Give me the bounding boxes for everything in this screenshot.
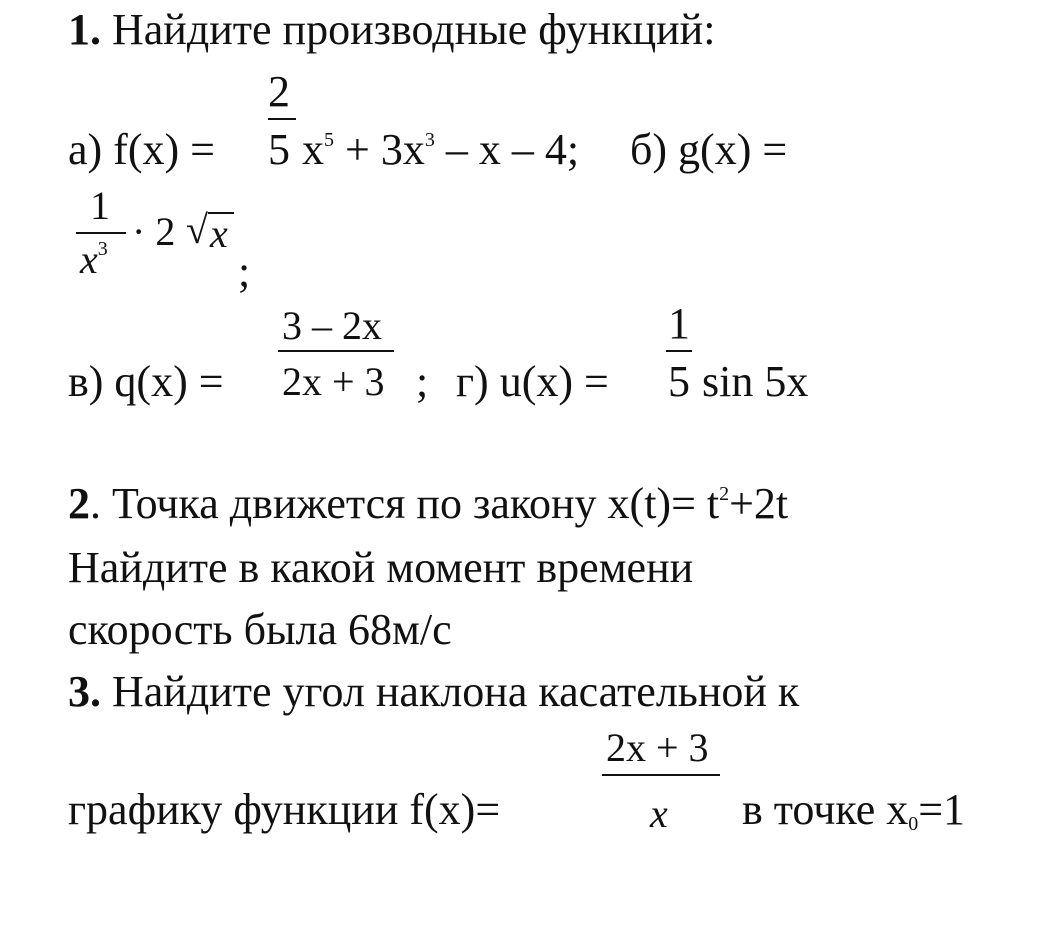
g-frac-bar [666,350,692,352]
a-rest: – x – 4; [445,125,580,174]
task2-line1-end: +2t [729,479,789,528]
task3-line2: графику функции f(x)= [68,785,501,834]
b-frac-num: 1 [90,183,110,228]
a-exp1: 5 [324,129,334,151]
a-expression [302,125,580,174]
task2-line2: Найдите в какой момент времени [68,543,694,592]
v-frac-den: 2x + 3 [282,359,385,404]
a-term2: + 3x [345,125,425,174]
g-frac-den: 5 [668,357,690,406]
a-label: а) f(x) = [68,125,215,174]
b-label: б) g(x) = [630,125,788,174]
b-frac-den-var: x [80,237,98,282]
v-frac-num: 3 – 2x [282,303,382,348]
v-label: в) q(x) = [68,357,224,406]
b-mult: · 2 [132,209,176,254]
g-frac-num: 1 [668,299,690,348]
b-frac-den-exp: 3 [97,238,108,260]
a-term1: x [302,125,324,174]
b-radicand: x [210,211,228,256]
task1-title-line [68,5,716,54]
task3-point-val: =1 [918,785,966,834]
b-end: ; [238,247,251,296]
task3-point-text: в точке x [742,785,909,834]
g-rest: sin 5x [702,357,809,406]
a-frac-den: 5 [268,125,290,174]
task2-number: 2 [68,479,90,528]
g-label: г) u(x) = [456,357,609,406]
task2-line3: скорость была 68м/с [68,605,452,654]
task3-point-sub: 0 [908,813,919,835]
task3-frac-den: x [650,791,668,836]
task3-point [742,785,966,835]
task1-number: 1. [68,5,101,54]
v-frac-bar [278,350,394,352]
task3-frac-bar [602,774,720,776]
task3-line1 [68,667,800,716]
a-frac-bar [268,118,296,120]
task2-exp: 2 [719,483,730,505]
b-frac-bar [76,232,126,234]
task3-number: 3. [68,667,101,716]
task3-line1-text: Найдите угол наклона касательной к [112,667,800,716]
v-end: ; [416,357,429,406]
task1-title: Найдите производные функций: [112,5,716,54]
a-frac-num: 2 [268,67,290,116]
task2-line1-text: . Точка движется по закону x(t)= t [90,479,720,528]
task3-frac-num: 2x + 3 [606,725,709,770]
b-frac-den [80,237,108,282]
sqrt-icon: √ [186,207,208,252]
a-exp2: 3 [424,129,435,151]
task2-line1 [68,479,789,528]
